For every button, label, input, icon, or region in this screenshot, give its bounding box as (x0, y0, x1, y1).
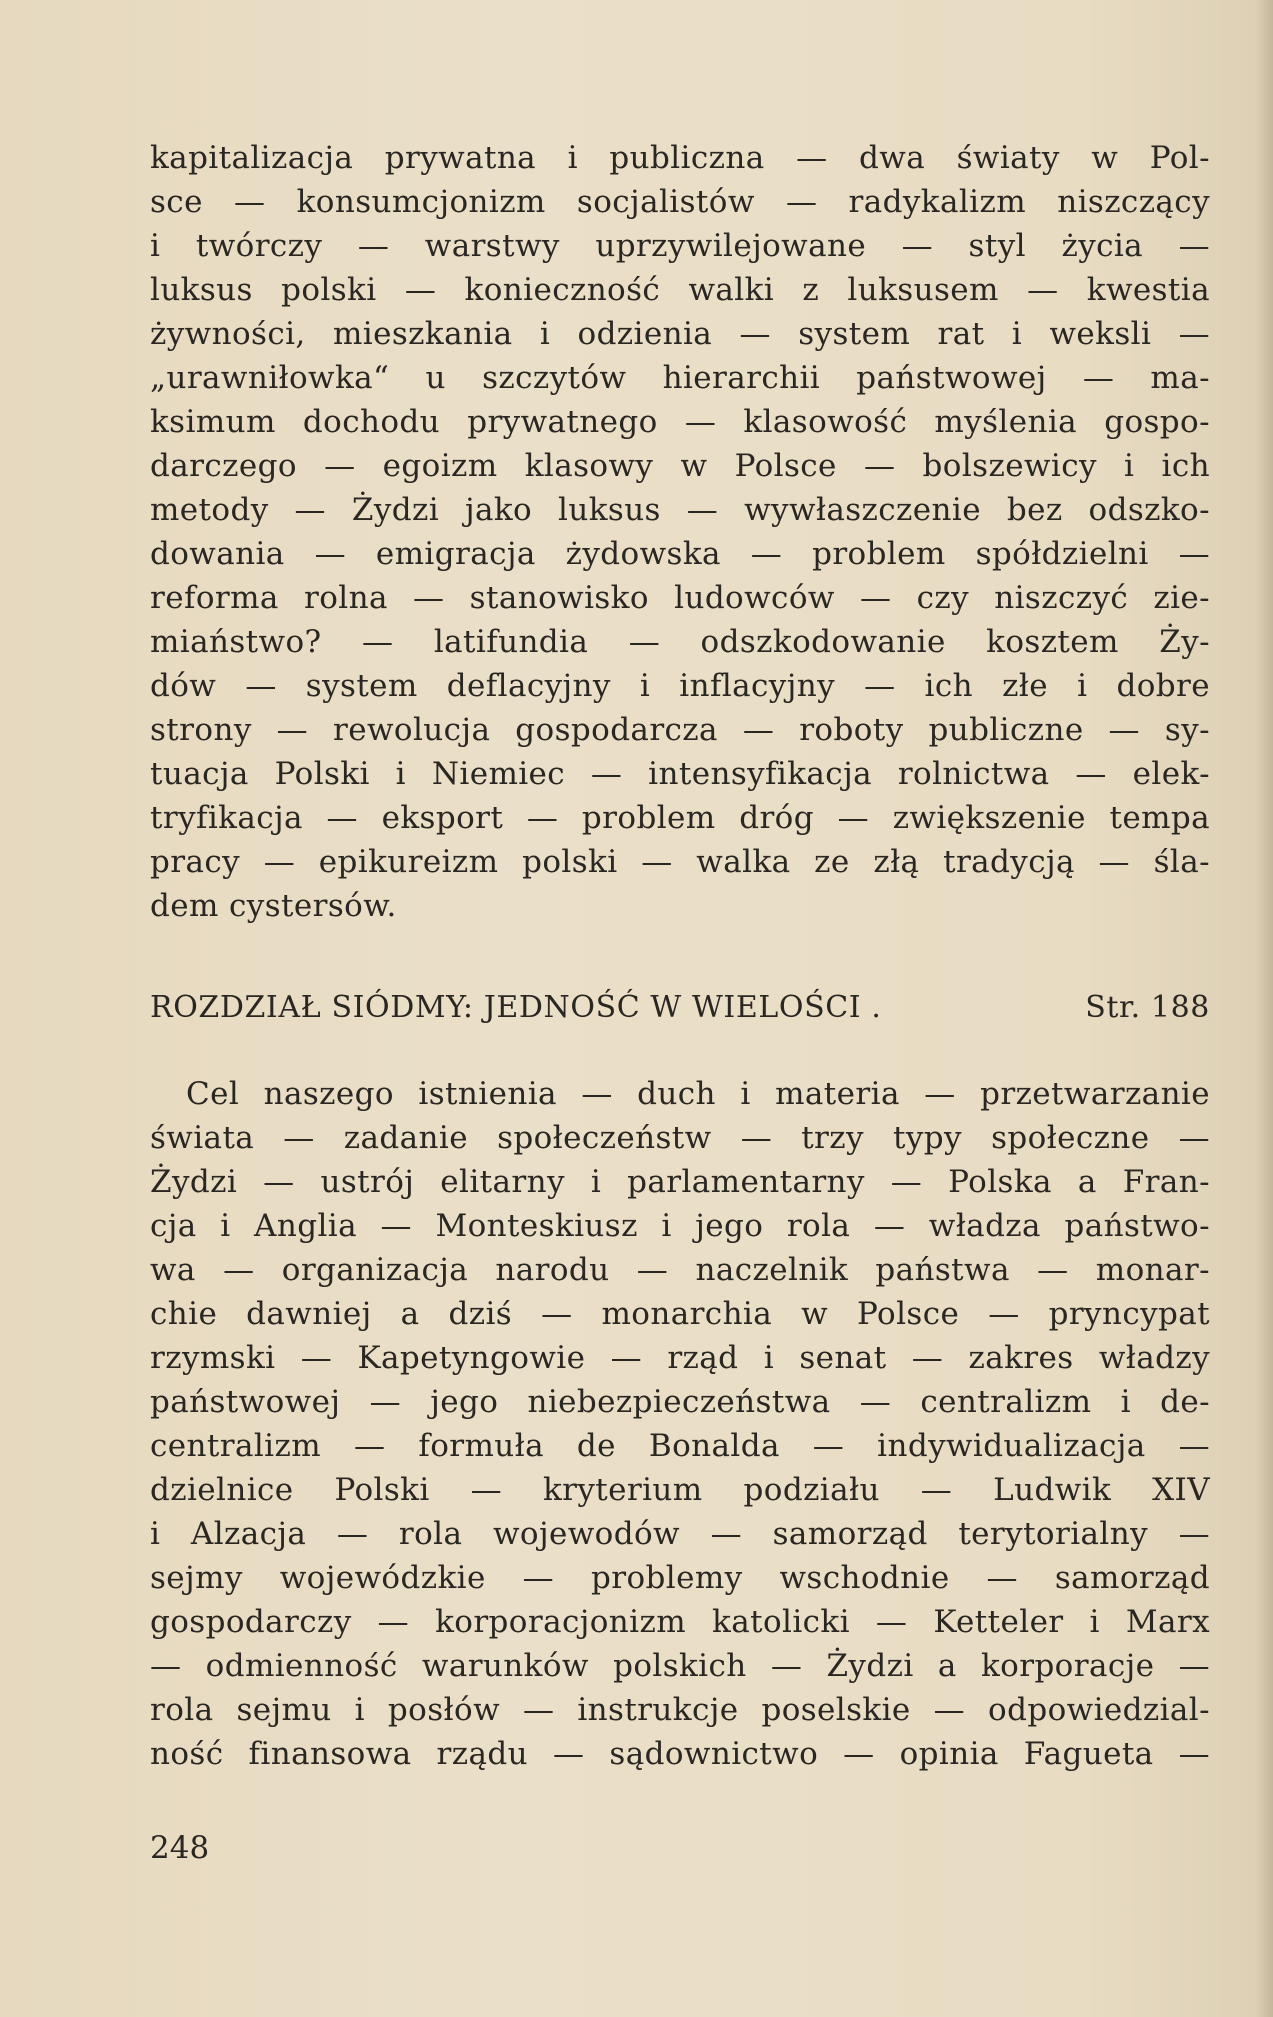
chapter-title: ROZDZIAŁ SIÓDMY: JEDNOŚĆ W WIELOŚCI . (150, 990, 882, 1025)
text-line: miaństwo? — latifundia — odszkodowanie kosztem Ży- (150, 624, 1210, 660)
text-line: rzymski — Kapetyngowie — rząd i senat — zakres władzy (150, 1340, 1210, 1376)
text-line: tryfikacja — eksport — problem dróg — zwiększenie tempa (150, 800, 1210, 836)
text-line: państwowej — jego niebezpieczeństwa — centralizm i de- (150, 1384, 1210, 1420)
text-line: cja i Anglia — Monteskiusz i jego rola — władza państwo- (150, 1208, 1210, 1244)
text-line: i Alzacja — rola wojewodów — samorząd terytorialny — (150, 1516, 1210, 1552)
page-number: 248 (150, 1830, 210, 1866)
text-line: sce — konsumcjonizm socjalistów — radykalizm niszczący (150, 184, 1210, 220)
text-line: ność finansowa rządu — sądownictwo — opinia Fagueta — (150, 1736, 1210, 1772)
text-line: dzielnice Polski — kryterium podziału — Ludwik XIV (150, 1472, 1210, 1508)
text-line: dowania — emigracja żydowska — problem spółdzielni — (150, 536, 1210, 572)
text-line: „urawniłowka“ u szczytów hierarchii państwowej — ma- (150, 360, 1210, 396)
text-line: żywności, mieszkania i odzienia — system rat i weksli — (150, 316, 1210, 352)
text-line: chie dawniej a dziś — monarchia w Polsce — pryncypat (150, 1296, 1210, 1332)
text-line: reforma rolna — stanowisko ludowców — czy niszczyć zie- (150, 580, 1210, 616)
chapter-page-reference: Str. 188 (1085, 990, 1210, 1025)
text-line: i twórczy — warstwy uprzywilejowane — styl życia — (150, 228, 1210, 264)
text-line: tuacja Polski i Niemiec — intensyfikacja rolnictwa — elek- (150, 756, 1210, 792)
text-line: świata — zadanie społeczeństw — trzy typy społeczne — (150, 1120, 1210, 1156)
text-line: strony — rewolucja gospodarcza — roboty publiczne — sy- (150, 712, 1210, 748)
text-line: metody — Żydzi jako luksus — wywłaszczenie bez odszko- (150, 492, 1210, 528)
text-line: sejmy wojewódzkie — problemy wschodnie — samorząd (150, 1560, 1210, 1596)
text-line: pracy — epikureizm polski — walka ze złą tradycją — śla- (150, 844, 1210, 880)
text-line: Cel naszego istnienia — duch i materia — przetwarzanie (186, 1076, 1210, 1112)
text-line: luksus polski — konieczność walki z luksusem — kwestia (150, 272, 1210, 308)
text-line: gospodarczy — korporacjonizm katolicki — Ketteler i Marx (150, 1604, 1210, 1640)
page-edge-shadow (1255, 0, 1273, 2017)
summary-paragraph-1 (150, 136, 1210, 928)
text-line: darczego — egoizm klasowy w Polsce — bolszewicy i ich (150, 448, 1210, 484)
text-line: — odmienność warunków polskich — Żydzi a korporacje — (150, 1648, 1210, 1684)
text-line: kapitalizacja prywatna i publiczna — dwa światy w Pol- (150, 140, 1210, 176)
text-line: dem cystersów. (150, 888, 397, 924)
text-line: ksimum dochodu prywatnego — klasowość myślenia gospo- (150, 404, 1210, 440)
text-line: dów — system deflacyjny i inflacyjny — ich złe i dobre (150, 668, 1210, 704)
chapter-heading (150, 986, 1210, 1030)
summary-paragraph-2 (150, 1072, 1210, 1776)
text-line: Żydzi — ustrój elitarny i parlamentarny — Polska a Fran- (150, 1164, 1210, 1200)
text-line: wa — organizacja narodu — naczelnik państwa — monar- (150, 1252, 1210, 1288)
text-line: rola sejmu i posłów — instrukcje poselskie — odpowiedzial- (150, 1692, 1210, 1728)
text-line: centralizm — formuła de Bonalda — indywidualizacja — (150, 1428, 1210, 1464)
